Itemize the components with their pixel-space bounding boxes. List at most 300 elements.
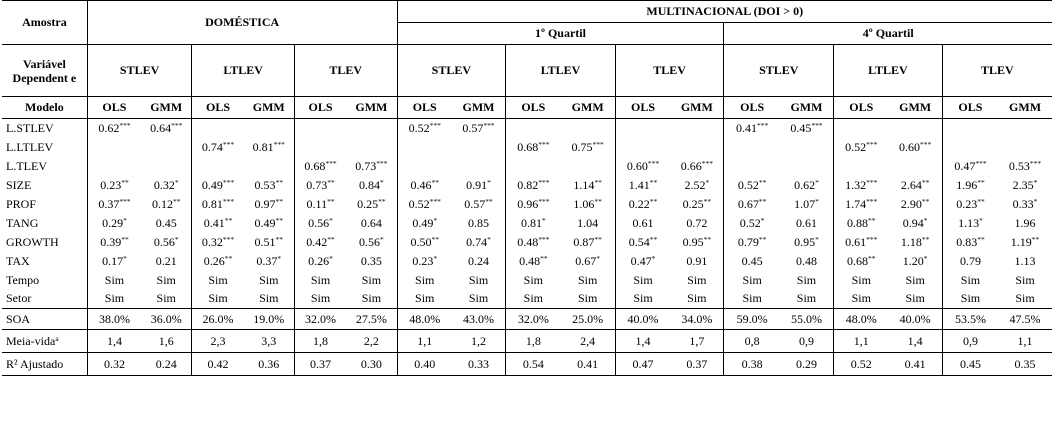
table-cell: 0.82***: [506, 176, 561, 195]
table-cell: 0.60***: [898, 139, 932, 154]
table-cell: 0.49*: [397, 214, 452, 233]
ols-header: OLS: [834, 97, 889, 119]
table-cell: 0.56*: [358, 234, 384, 249]
significance-marker: ***: [376, 158, 388, 168]
table-cell: 0.32***: [192, 233, 244, 252]
table-cell: 0.95*: [794, 234, 819, 249]
table-cell: 0.45: [155, 215, 177, 230]
table-cell: Sim: [834, 290, 889, 309]
gmm-header: GMM: [780, 97, 834, 119]
q4-header: 4º Quartil: [724, 23, 1052, 45]
table-cell: 0.84*: [358, 177, 384, 192]
footnote-marker: a: [55, 333, 59, 343]
table-cell: 0.54: [506, 353, 561, 376]
summary-row: [2, 353, 1052, 376]
table-cell: 0.61: [795, 215, 817, 230]
table-cell: 0.97**: [254, 196, 284, 211]
table-cell: 38.0%: [87, 309, 141, 330]
table-cell: 32.0%: [294, 309, 346, 330]
row-label: PROF: [6, 196, 37, 211]
significance-marker: **: [327, 234, 335, 244]
significance-marker: *: [174, 177, 179, 187]
significance-marker: ***: [119, 120, 131, 130]
significance-marker: ***: [483, 120, 495, 130]
significance-marker: *: [379, 234, 384, 244]
table-cell: 48.0%: [397, 309, 452, 330]
table-row: [2, 233, 1052, 252]
table-cell: Sim: [156, 291, 176, 306]
table-cell: 1.32***: [834, 176, 889, 195]
significance-marker: ***: [538, 177, 550, 187]
significance-marker: **: [921, 177, 930, 187]
q1-tlev: TLEV: [615, 45, 724, 97]
table-cell: 1.07*: [794, 196, 819, 211]
table-cell: 0.23*: [397, 252, 452, 271]
table-cell: Sim: [192, 290, 244, 309]
significance-marker: ***: [325, 158, 337, 168]
table-cell: [780, 157, 834, 176]
table-cell: Sim: [834, 271, 889, 290]
table-cell: [724, 138, 780, 157]
table-cell: Sim: [397, 290, 452, 309]
table-cell: [998, 138, 1052, 157]
table-cell: 0.29: [780, 353, 834, 376]
table-cell: [452, 157, 506, 176]
table-cell: 1.14**: [573, 177, 602, 192]
table-cell: 0.37*: [256, 253, 282, 268]
table-row: [2, 157, 1052, 176]
table-cell: [346, 138, 397, 157]
table-cell: [888, 119, 942, 138]
summary-row: [2, 309, 1052, 330]
table-cell: 2.52*: [684, 177, 710, 192]
table-cell: 0.95**: [682, 234, 712, 249]
table-cell: [192, 119, 244, 138]
table-cell: 59.0%: [724, 309, 780, 330]
significance-marker: **: [868, 253, 876, 263]
table-cell: 0.81*: [506, 214, 561, 233]
ols-header: OLS: [724, 97, 780, 119]
table-cell: Sim: [294, 271, 346, 290]
significance-marker: **: [649, 177, 658, 187]
table-cell: 0.54**: [615, 233, 670, 252]
significance-marker: **: [275, 177, 284, 187]
table-cell: 1.41**: [615, 176, 670, 195]
table-cell: 1.13*: [942, 214, 998, 233]
significance-marker: ***: [811, 120, 823, 130]
significance-marker: **: [431, 177, 439, 187]
significance-marker: *: [433, 253, 438, 263]
significance-marker: *: [277, 253, 282, 263]
gmm-header: GMM: [998, 97, 1052, 119]
significance-marker: *: [433, 215, 438, 225]
gmm-header: GMM: [561, 97, 616, 119]
table-cell: 0.33*: [1012, 196, 1038, 211]
table-row: [2, 214, 1052, 233]
significance-marker: *: [760, 215, 765, 225]
significance-marker: *: [596, 253, 601, 263]
significance-marker: ***: [757, 120, 769, 130]
table-cell: 0.94*: [902, 215, 928, 230]
significance-marker: ***: [592, 139, 604, 149]
table-cell: 3,3: [244, 330, 295, 353]
table-cell: 0.61***: [834, 233, 889, 252]
table-cell: 1.19**: [1010, 234, 1040, 249]
significance-marker: *: [329, 215, 333, 225]
row-label: L.TLEV: [6, 158, 47, 173]
table-cell: 1,4: [888, 330, 942, 353]
table-cell: 2,2: [346, 330, 397, 353]
significance-marker: ***: [866, 196, 878, 206]
table-cell: [888, 157, 942, 176]
significance-marker: *: [379, 177, 384, 187]
significance-marker: **: [977, 234, 985, 244]
table-cell: 0.60***: [615, 157, 670, 176]
ols-header: OLS: [942, 97, 998, 119]
table-cell: 0.53***: [1008, 158, 1042, 173]
significance-marker: **: [649, 196, 658, 206]
significance-marker: **: [594, 234, 602, 244]
table-cell: 1,7: [670, 330, 724, 353]
gmm-header: GMM: [452, 97, 506, 119]
table-cell: [244, 157, 295, 176]
table-cell: 0.29*: [87, 214, 141, 233]
table-cell: 0,9: [942, 330, 998, 353]
significance-marker: ***: [119, 196, 131, 206]
table-cell: 0.64: [360, 215, 382, 230]
table-cell: 0.35: [360, 253, 382, 268]
table-cell: 2,3: [192, 330, 244, 353]
table-cell: [294, 119, 346, 138]
significance-marker: *: [123, 253, 127, 263]
q1-ltlev: LTLEV: [506, 45, 616, 97]
significance-marker: ***: [866, 177, 878, 187]
row-label: TANG: [6, 215, 39, 230]
modelo-header: Modelo: [2, 97, 87, 119]
significance-marker: ***: [429, 196, 441, 206]
significance-marker: **: [758, 177, 767, 187]
table-row: [2, 138, 1052, 157]
significance-marker: **: [121, 234, 129, 244]
table-cell: 1,1: [834, 330, 889, 353]
table-cell: 0.52**: [724, 176, 780, 195]
ols-header: OLS: [87, 97, 141, 119]
q4-stlev: STLEV: [724, 45, 834, 97]
table-cell: Sim: [796, 291, 817, 306]
table-cell: 0,9: [780, 330, 834, 353]
table-cell: [141, 157, 192, 176]
ols-header: OLS: [294, 97, 346, 119]
table-cell: 0.35: [998, 353, 1052, 376]
table-cell: 34.0%: [670, 309, 724, 330]
table-cell: 40.0%: [888, 309, 942, 330]
significance-marker: ***: [866, 234, 878, 244]
regression-table: [2, 0, 1052, 376]
table-cell: 0.23**: [87, 176, 141, 195]
table-cell: 0.48: [795, 253, 817, 268]
table-cell: 0.56*: [294, 214, 346, 233]
table-cell: 2,4: [561, 330, 616, 353]
table-cell: 0.52***: [397, 195, 452, 214]
row-label: Tempo: [6, 272, 40, 287]
table-row: [2, 119, 1052, 138]
table-cell: Sim: [905, 272, 925, 287]
table-cell: Sim: [259, 272, 279, 287]
significance-marker: **: [703, 196, 712, 206]
significance-marker: **: [275, 215, 284, 225]
table-cell: 0.91*: [466, 177, 491, 192]
gmm-header: GMM: [670, 97, 724, 119]
significance-marker: **: [224, 253, 233, 263]
significance-marker: ***: [538, 139, 550, 149]
table-cell: 0.39**: [87, 233, 141, 252]
significance-marker: ***: [538, 234, 550, 244]
significance-marker: ***: [222, 139, 235, 149]
table-row: [2, 195, 1052, 214]
table-cell: 1,4: [87, 330, 141, 353]
significance-marker: **: [275, 234, 284, 244]
table-cell: 0.26**: [192, 252, 244, 271]
table-cell: [942, 119, 998, 138]
table-cell: Sim: [506, 271, 561, 290]
table-cell: 0.67**: [724, 195, 780, 214]
table-cell: 0.41***: [724, 119, 780, 138]
table-cell: 0.40: [397, 353, 452, 376]
table-cell: [998, 119, 1052, 138]
significance-marker: **: [378, 196, 386, 206]
significance-marker: *: [705, 177, 710, 187]
table-cell: [87, 138, 141, 157]
significance-marker: **: [649, 234, 658, 244]
table-cell: Sim: [87, 271, 141, 290]
table-cell: Sim: [468, 272, 489, 287]
table-cell: 27.5%: [346, 309, 397, 330]
significance-marker: ***: [975, 158, 987, 168]
significance-marker: **: [977, 196, 985, 206]
gmm-header: GMM: [244, 97, 295, 119]
table-cell: 0.49**: [254, 215, 284, 230]
table-cell: 1,2: [452, 330, 506, 353]
table-cell: 0.85: [468, 215, 490, 230]
table-cell: 0.49***: [192, 176, 244, 195]
multinacional-header: MULTINACIONAL (DOI > 0): [397, 1, 1052, 23]
table-cell: 0.37: [294, 353, 346, 376]
table-cell: [506, 157, 561, 176]
table-cell: 0.12**: [151, 196, 181, 211]
table-cell: 36.0%: [141, 309, 192, 330]
table-body: [2, 119, 1052, 309]
table-cell: Sim: [724, 271, 780, 290]
significance-marker: **: [921, 234, 930, 244]
table-cell: [192, 157, 244, 176]
table-cell: 0.67*: [575, 253, 601, 268]
significance-marker: **: [121, 177, 129, 187]
significance-marker: *: [487, 234, 491, 244]
table-cell: 0.56*: [153, 234, 179, 249]
table-row: [2, 290, 1052, 309]
significance-marker: *: [541, 215, 546, 225]
significance-marker: ***: [866, 139, 878, 149]
table-cell: 0.64***: [150, 120, 183, 135]
table-cell: 0.26*: [294, 252, 346, 271]
significance-marker: **: [431, 234, 439, 244]
table-cell: 0.88**: [834, 214, 889, 233]
table-cell: 47.5%: [998, 309, 1052, 330]
significance-marker: ***: [701, 158, 713, 168]
table-cell: 1,1: [397, 330, 452, 353]
significance-marker: ***: [538, 196, 550, 206]
table-cell: 1,8: [506, 330, 561, 353]
table-cell: 0.72: [686, 215, 708, 230]
table-cell: 0.41: [888, 353, 942, 376]
table-cell: 0.87**: [573, 234, 602, 249]
significance-marker: *: [815, 196, 819, 206]
table-cell: 0.52***: [397, 119, 452, 138]
table-cell: Sim: [615, 271, 670, 290]
table-cell: [780, 138, 834, 157]
summary-row: [2, 330, 1052, 353]
significance-marker: **: [275, 196, 284, 206]
table-cell: 0.21: [155, 253, 177, 268]
table-cell: 0.22**: [615, 195, 670, 214]
table-cell: 0.81***: [192, 195, 244, 214]
table-cell: [244, 119, 295, 138]
table-cell: 1.74***: [834, 195, 889, 214]
significance-marker: **: [758, 234, 767, 244]
significance-marker: **: [327, 196, 335, 206]
table-cell: [942, 138, 998, 157]
table-cell: 0.42**: [294, 233, 346, 252]
variavel-header: Variável Dependent e: [2, 45, 87, 97]
table-cell: Sim: [192, 271, 244, 290]
table-cell: [346, 119, 397, 138]
table-cell: 0.52: [834, 353, 889, 376]
dom-stlev: STLEV: [87, 45, 192, 97]
significance-marker: *: [815, 177, 819, 187]
gmm-header: GMM: [141, 97, 192, 119]
table-cell: 0.62***: [87, 119, 141, 138]
row-label: GROWTH: [6, 234, 59, 249]
table-cell: 0.73**: [294, 176, 346, 195]
table-cell: 0.96***: [506, 195, 561, 214]
table-cell: 0.75***: [571, 139, 604, 154]
table-cell: Sim: [87, 290, 141, 309]
table-cell: Sim: [724, 290, 780, 309]
table-cell: Sim: [468, 291, 489, 306]
table-cell: 0.45: [724, 252, 780, 271]
table-cell: 0.24: [141, 353, 192, 376]
significance-marker: ***: [273, 139, 285, 149]
significance-marker: ***: [222, 196, 235, 206]
table-cell: 1.13: [1014, 253, 1036, 268]
table-cell: 0.79: [942, 252, 998, 271]
table-cell: 0.41: [561, 353, 616, 376]
table-cell: 0.38: [724, 353, 780, 376]
table-cell: 0.83**: [942, 233, 998, 252]
table-cell: 0.32: [87, 353, 141, 376]
significance-marker: *: [329, 253, 333, 263]
table-cell: [670, 138, 724, 157]
significance-marker: **: [703, 234, 712, 244]
table-cell: 0.11**: [294, 195, 346, 214]
table-cell: 48.0%: [834, 309, 889, 330]
significance-marker: *: [1033, 196, 1038, 206]
row-label: Setor: [6, 291, 32, 306]
significance-marker: *: [123, 215, 127, 225]
table-cell: 0.50**: [397, 233, 452, 252]
table-cell: Sim: [942, 290, 998, 309]
significance-marker: ***: [647, 158, 660, 168]
table-cell: 0.91: [686, 253, 708, 268]
table-cell: 0.68**: [834, 252, 889, 271]
table-cell: [561, 119, 616, 138]
header-row-model: [2, 97, 1052, 119]
significance-marker: **: [172, 196, 181, 206]
table-cell: 40.0%: [615, 309, 670, 330]
table-cell: 0.23**: [942, 195, 998, 214]
table-cell: 0.51**: [254, 234, 284, 249]
table-cell: [141, 138, 192, 157]
significance-marker: ***: [222, 234, 235, 244]
table-cell: Sim: [361, 272, 382, 287]
table-cell: 0.81***: [252, 139, 285, 154]
table-cell: 0.62*: [794, 177, 819, 192]
table-cell: Sim: [687, 272, 707, 287]
table-row: [2, 176, 1052, 195]
table-cell: 0.46**: [397, 176, 452, 195]
q1-stlev: STLEV: [397, 45, 506, 97]
table-cell: 1.96: [1014, 215, 1036, 230]
table-cell: [724, 157, 780, 176]
q4-ltlev: LTLEV: [834, 45, 943, 97]
significance-marker: **: [540, 253, 548, 263]
table-cell: Sim: [577, 291, 598, 306]
table-cell: 26.0%: [192, 309, 244, 330]
table-cell: [670, 119, 724, 138]
table-cell: 0.47: [615, 353, 670, 376]
table-cell: Sim: [361, 291, 382, 306]
table-cell: 1.96**: [942, 176, 998, 195]
table-cell: 0.25**: [682, 196, 712, 211]
significance-marker: *: [815, 234, 819, 244]
header-row-sample: [2, 1, 1052, 23]
table-cell: Sim: [506, 290, 561, 309]
significance-marker: **: [327, 177, 335, 187]
table-cell: 0.61: [615, 214, 670, 233]
table-cell: 0.48***: [506, 233, 561, 252]
ols-header: OLS: [397, 97, 452, 119]
significance-marker: ***: [919, 139, 932, 149]
table-cell: 1.18**: [900, 234, 930, 249]
table-cell: 2.64**: [900, 177, 930, 192]
row-label: TAX: [6, 253, 30, 268]
significance-marker: *: [923, 253, 928, 263]
table-cell: 0.37***: [87, 195, 141, 214]
table-cell: 0.48**: [506, 252, 561, 271]
table-cell: [561, 157, 616, 176]
dom-ltlev: LTLEV: [192, 45, 295, 97]
row-label: SOA: [2, 309, 87, 330]
table-cell: 0.47***: [942, 157, 998, 176]
table-cell: Sim: [294, 290, 346, 309]
table-cell: 0.73***: [355, 158, 388, 173]
table-cell: Sim: [796, 272, 817, 287]
table-cell: Sim: [259, 291, 279, 306]
significance-marker: **: [758, 196, 767, 206]
ols-header: OLS: [192, 97, 244, 119]
table-cell: 1,6: [141, 330, 192, 353]
table-cell: [452, 138, 506, 157]
